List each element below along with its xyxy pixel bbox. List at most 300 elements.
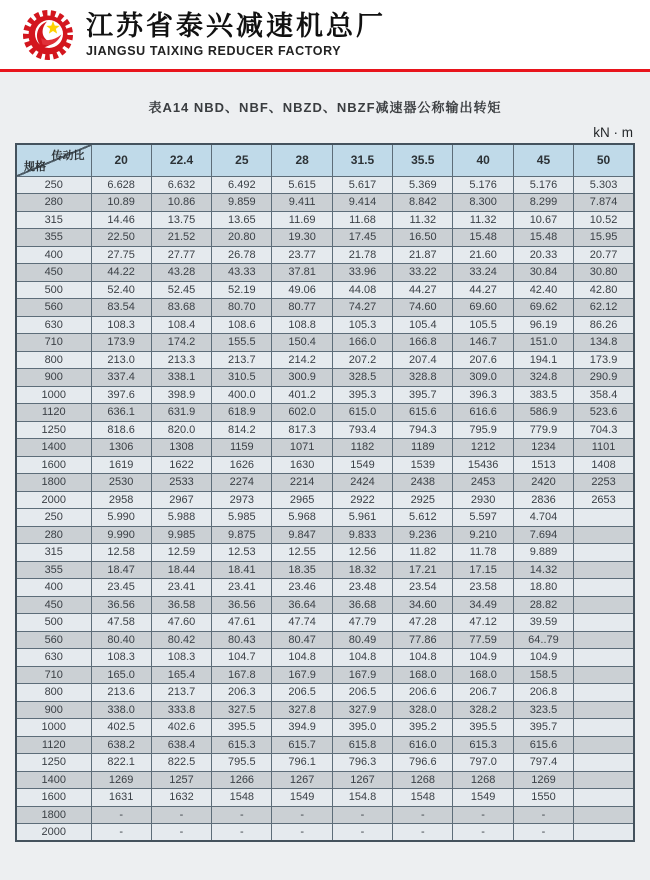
table-row <box>16 666 634 684</box>
torque-cell: 39.59 <box>513 614 573 632</box>
spec-cell: 400 <box>16 579 91 597</box>
table-row <box>16 299 634 317</box>
table-row <box>16 544 634 562</box>
torque-cell: 383.5 <box>513 386 573 404</box>
table-row <box>16 316 634 334</box>
torque-cell: - <box>513 806 573 824</box>
unit-label: kN · m <box>593 125 633 140</box>
torque-cell: 5.988 <box>151 509 211 527</box>
table-row <box>16 754 634 772</box>
torque-cell: 36.58 <box>151 596 211 614</box>
company-name-en: JIANGSU TAIXING REDUCER FACTORY <box>86 44 342 58</box>
torque-cell: 5.961 <box>332 509 392 527</box>
torque-cell: 47.79 <box>332 614 392 632</box>
torque-cell: 206.3 <box>212 684 272 702</box>
torque-cell: 206.5 <box>332 684 392 702</box>
torque-cell: 2274 <box>212 474 272 492</box>
torque-cell: 4.704 <box>513 509 573 527</box>
table-row <box>16 334 634 352</box>
torque-cell: 1189 <box>393 439 453 457</box>
torque-cell: 11.78 <box>453 544 513 562</box>
torque-cell: 1513 <box>513 456 573 474</box>
torque-cell: 1159 <box>212 439 272 457</box>
torque-cell: 165.0 <box>91 666 151 684</box>
torque-cell: 80.40 <box>91 631 151 649</box>
torque-cell: 80.47 <box>272 631 332 649</box>
torque-cell <box>574 561 634 579</box>
torque-table <box>15 143 635 842</box>
torque-cell: 615.3 <box>212 736 272 754</box>
table-row <box>16 439 634 457</box>
torque-cell: 615.3 <box>453 736 513 754</box>
torque-cell: 1269 <box>513 771 573 789</box>
torque-cell: 602.0 <box>272 404 332 422</box>
torque-cell: 638.4 <box>151 736 211 754</box>
torque-cell: - <box>91 806 151 824</box>
spec-cell: 1250 <box>16 421 91 439</box>
torque-cell: 12.53 <box>212 544 272 562</box>
torque-cell: 10.52 <box>574 211 634 229</box>
torque-cell <box>574 596 634 614</box>
torque-cell: 17.21 <box>393 561 453 579</box>
spec-cell: 1400 <box>16 439 91 457</box>
torque-cell: 2530 <box>91 474 151 492</box>
torque-cell: 134.8 <box>574 334 634 352</box>
torque-cell: 2930 <box>453 491 513 509</box>
torque-cell: 615.6 <box>513 736 573 754</box>
torque-cell: 43.33 <box>212 264 272 282</box>
torque-cell: 69.62 <box>513 299 573 317</box>
torque-cell: 793.4 <box>332 421 392 439</box>
torque-cell: 23.41 <box>151 579 211 597</box>
spec-cell: 1000 <box>16 719 91 737</box>
table-row <box>16 579 634 597</box>
table-row <box>16 719 634 737</box>
torque-cell: 167.9 <box>332 666 392 684</box>
torque-cell: 1619 <box>91 456 151 474</box>
corner-header-cell <box>16 144 91 176</box>
torque-cell: 165.4 <box>151 666 211 684</box>
torque-cell <box>574 806 634 824</box>
torque-cell: 104.8 <box>332 649 392 667</box>
spec-cell: 710 <box>16 666 91 684</box>
torque-cell <box>574 666 634 684</box>
torque-cell: 1234 <box>513 439 573 457</box>
torque-cell: 2973 <box>212 491 272 509</box>
torque-cell: 586.9 <box>513 404 573 422</box>
torque-cell: 15.48 <box>513 229 573 247</box>
table-row <box>16 824 634 842</box>
torque-cell: 80.42 <box>151 631 211 649</box>
torque-cell: 154.8 <box>332 789 392 807</box>
torque-cell: 206.6 <box>393 684 453 702</box>
torque-cell: 74.27 <box>332 299 392 317</box>
torque-cell: 12.59 <box>151 544 211 562</box>
brand-text-block <box>86 10 386 58</box>
torque-cell: 5.176 <box>453 176 513 194</box>
torque-cell: 9.236 <box>393 526 453 544</box>
torque-cell: 9.990 <box>91 526 151 544</box>
table-row <box>16 264 634 282</box>
torque-cell: 9.859 <box>212 194 272 212</box>
torque-cell: 83.54 <box>91 299 151 317</box>
torque-cell: 105.4 <box>393 316 453 334</box>
table-row <box>16 491 634 509</box>
table-row <box>16 701 634 719</box>
torque-cell: 1071 <box>272 439 332 457</box>
torque-cell: 21.60 <box>453 246 513 264</box>
torque-cell: 2958 <box>91 491 151 509</box>
table-row <box>16 789 634 807</box>
torque-cell: 397.6 <box>91 386 151 404</box>
catalog-page <box>0 72 650 880</box>
torque-cell: 402.5 <box>91 719 151 737</box>
torque-cell: 5.597 <box>453 509 513 527</box>
torque-cell: 207.2 <box>332 351 392 369</box>
spec-cell: 400 <box>16 246 91 264</box>
torque-cell: 27.75 <box>91 246 151 264</box>
torque-cell: - <box>393 824 453 842</box>
torque-cell: 14.32 <box>513 561 573 579</box>
torque-cell <box>574 649 634 667</box>
torque-cell: 300.9 <box>272 369 332 387</box>
spec-cell: 250 <box>16 176 91 194</box>
torque-cell: 23.41 <box>212 579 272 597</box>
ratio-header-cell: 31.5 <box>332 144 392 176</box>
torque-cell: 631.9 <box>151 404 211 422</box>
spec-cell: 1120 <box>16 736 91 754</box>
torque-cell: 47.61 <box>212 614 272 632</box>
torque-cell: 523.6 <box>574 404 634 422</box>
torque-cell: 26.78 <box>212 246 272 264</box>
ratio-header-cell: 45 <box>513 144 573 176</box>
torque-cell: 1550 <box>513 789 573 807</box>
spec-cell: 450 <box>16 264 91 282</box>
table-row <box>16 561 634 579</box>
torque-cell: 395.7 <box>513 719 573 737</box>
torque-cell: 616.0 <box>393 736 453 754</box>
table-row <box>16 456 634 474</box>
torque-cell: 21.52 <box>151 229 211 247</box>
torque-cell: 213.6 <box>91 684 151 702</box>
torque-cell: 19.30 <box>272 229 332 247</box>
spec-cell: 1800 <box>16 806 91 824</box>
torque-cell: 2925 <box>393 491 453 509</box>
torque-cell: 11.82 <box>393 544 453 562</box>
torque-cell: 328.0 <box>393 701 453 719</box>
table-row <box>16 806 634 824</box>
torque-cell: 52.19 <box>212 281 272 299</box>
torque-cell: 2420 <box>513 474 573 492</box>
torque-cell: 1626 <box>212 456 272 474</box>
table-row <box>16 526 634 544</box>
torque-cell: 9.414 <box>332 194 392 212</box>
torque-cell: 820.0 <box>151 421 211 439</box>
torque-cell: - <box>91 824 151 842</box>
torque-cell: 13.65 <box>212 211 272 229</box>
torque-cell: 37.81 <box>272 264 332 282</box>
torque-cell: 27.77 <box>151 246 211 264</box>
torque-cell: 18.41 <box>212 561 272 579</box>
torque-cell: 290.9 <box>574 369 634 387</box>
torque-cell: 17.15 <box>453 561 513 579</box>
torque-cell: 18.35 <box>272 561 332 579</box>
torque-cell: 14.46 <box>91 211 151 229</box>
torque-cell: 1101 <box>574 439 634 457</box>
spec-cell: 500 <box>16 281 91 299</box>
spec-cell: 1600 <box>16 456 91 474</box>
table-row <box>16 474 634 492</box>
torque-cell: 69.60 <box>453 299 513 317</box>
torque-cell: 12.55 <box>272 544 332 562</box>
spec-cell: 450 <box>16 596 91 614</box>
torque-cell: - <box>453 824 513 842</box>
torque-cell: 213.7 <box>212 351 272 369</box>
table-row <box>16 631 634 649</box>
table-row <box>16 736 634 754</box>
torque-cell: 158.5 <box>513 666 573 684</box>
spec-cell: 2000 <box>16 491 91 509</box>
torque-cell: 1549 <box>453 789 513 807</box>
torque-cell: 30.80 <box>574 264 634 282</box>
torque-cell: 1268 <box>453 771 513 789</box>
torque-cell: 21.87 <box>393 246 453 264</box>
torque-cell: 6.492 <box>212 176 272 194</box>
torque-cell: 1266 <box>212 771 272 789</box>
spec-cell: 2000 <box>16 824 91 842</box>
spec-cell: 560 <box>16 299 91 317</box>
table-row <box>16 684 634 702</box>
spec-cell: 1120 <box>16 404 91 422</box>
torque-cell: 80.70 <box>212 299 272 317</box>
torque-cell: 52.45 <box>151 281 211 299</box>
torque-cell <box>574 701 634 719</box>
torque-cell: 23.77 <box>272 246 332 264</box>
torque-cell: 5.617 <box>332 176 392 194</box>
torque-cell: 395.3 <box>332 386 392 404</box>
torque-cell: 86.26 <box>574 316 634 334</box>
torque-cell: 12.58 <box>91 544 151 562</box>
torque-cell <box>574 684 634 702</box>
company-name-cn: 江苏省泰兴减速机总厂 <box>86 11 386 41</box>
torque-cell: 206.7 <box>453 684 513 702</box>
torque-cell: 47.12 <box>453 614 513 632</box>
brand-header <box>0 0 650 69</box>
torque-cell: 105.3 <box>332 316 392 334</box>
torque-cell: 324.8 <box>513 369 573 387</box>
torque-cell: 23.46 <box>272 579 332 597</box>
torque-cell: 337.4 <box>91 369 151 387</box>
torque-cell: 43.28 <box>151 264 211 282</box>
corner-label-ratio: 传动比 <box>51 150 85 162</box>
torque-cell: - <box>393 806 453 824</box>
torque-cell: 34.49 <box>453 596 513 614</box>
torque-cell: 1539 <box>393 456 453 474</box>
spec-cell: 500 <box>16 614 91 632</box>
torque-cell: 1408 <box>574 456 634 474</box>
torque-cell: 206.8 <box>513 684 573 702</box>
torque-cell <box>574 719 634 737</box>
torque-cell: 36.64 <box>272 596 332 614</box>
torque-cell: 822.1 <box>91 754 151 772</box>
torque-cell: 214.2 <box>272 351 332 369</box>
torque-cell: 9.875 <box>212 526 272 544</box>
torque-cell: 5.985 <box>212 509 272 527</box>
torque-cell: 1212 <box>453 439 513 457</box>
torque-cell: 1267 <box>272 771 332 789</box>
torque-cell: 42.80 <box>574 281 634 299</box>
torque-cell: 2967 <box>151 491 211 509</box>
torque-cell: 74.60 <box>393 299 453 317</box>
torque-cell: 168.0 <box>393 666 453 684</box>
torque-cell: 13.75 <box>151 211 211 229</box>
torque-cell: 16.50 <box>393 229 453 247</box>
torque-cell: 327.9 <box>332 701 392 719</box>
torque-cell: 213.7 <box>151 684 211 702</box>
torque-cell: 5.612 <box>393 509 453 527</box>
torque-cell: 167.8 <box>212 666 272 684</box>
torque-cell: 166.0 <box>332 334 392 352</box>
torque-cell <box>574 526 634 544</box>
torque-cell: 104.8 <box>393 649 453 667</box>
ratio-header-cell: 40 <box>453 144 513 176</box>
table-row <box>16 596 634 614</box>
spec-cell: 355 <box>16 229 91 247</box>
torque-cell: 44.27 <box>453 281 513 299</box>
spec-cell: 280 <box>16 526 91 544</box>
torque-cell: 333.8 <box>151 701 211 719</box>
torque-cell <box>574 754 634 772</box>
torque-cell: 328.5 <box>332 369 392 387</box>
torque-cell: 8.842 <box>393 194 453 212</box>
torque-cell: 9.985 <box>151 526 211 544</box>
table-row <box>16 386 634 404</box>
torque-cell: - <box>272 824 332 842</box>
spec-cell: 280 <box>16 194 91 212</box>
table-row <box>16 369 634 387</box>
torque-cell: 34.60 <box>393 596 453 614</box>
torque-cell: 9.411 <box>272 194 332 212</box>
spec-cell: 710 <box>16 334 91 352</box>
torque-cell: 1308 <box>151 439 211 457</box>
torque-cell: 1182 <box>332 439 392 457</box>
ratio-header-cell: 25 <box>212 144 272 176</box>
torque-cell: - <box>453 806 513 824</box>
torque-cell: 818.6 <box>91 421 151 439</box>
spec-cell: 900 <box>16 369 91 387</box>
ratio-header-cell: 28 <box>272 144 332 176</box>
torque-cell: 213.3 <box>151 351 211 369</box>
torque-cell: - <box>332 806 392 824</box>
torque-cell <box>574 771 634 789</box>
torque-cell: - <box>151 824 211 842</box>
torque-cell: 794.3 <box>393 421 453 439</box>
torque-cell: 23.48 <box>332 579 392 597</box>
table-row <box>16 649 634 667</box>
torque-cell: 2214 <box>272 474 332 492</box>
torque-cell: 395.2 <box>393 719 453 737</box>
torque-cell: 108.3 <box>91 316 151 334</box>
torque-cell: 822.5 <box>151 754 211 772</box>
torque-cell: 328.2 <box>453 701 513 719</box>
ratio-header-cell: 22.4 <box>151 144 211 176</box>
torque-cell: 796.6 <box>393 754 453 772</box>
torque-cell: 310.5 <box>212 369 272 387</box>
torque-cell: 615.7 <box>272 736 332 754</box>
torque-cell: 616.6 <box>453 404 513 422</box>
torque-cell: 6.628 <box>91 176 151 194</box>
torque-cell: 151.0 <box>513 334 573 352</box>
torque-cell: 47.60 <box>151 614 211 632</box>
torque-cell: 108.8 <box>272 316 332 334</box>
torque-cell: 42.40 <box>513 281 573 299</box>
torque-cell: 1257 <box>151 771 211 789</box>
torque-cell: 797.0 <box>453 754 513 772</box>
torque-cell: 174.2 <box>151 334 211 352</box>
torque-cell: 395.0 <box>332 719 392 737</box>
torque-cell: 44.27 <box>393 281 453 299</box>
torque-cell: 2533 <box>151 474 211 492</box>
ratio-header-cell: 35.5 <box>393 144 453 176</box>
torque-cell: 33.96 <box>332 264 392 282</box>
torque-cell: 1548 <box>393 789 453 807</box>
torque-cell: 704.3 <box>574 421 634 439</box>
torque-cell: 398.9 <box>151 386 211 404</box>
torque-cell: 18.80 <box>513 579 573 597</box>
torque-cell: 395.5 <box>453 719 513 737</box>
torque-cell: 400.0 <box>212 386 272 404</box>
corner-label-spec: 规格 <box>24 160 46 173</box>
torque-cell: 795.5 <box>212 754 272 772</box>
torque-cell: 207.4 <box>393 351 453 369</box>
factory-logo-icon <box>20 7 76 63</box>
torque-cell: 817.3 <box>272 421 332 439</box>
spec-cell: 1400 <box>16 771 91 789</box>
table-row <box>16 509 634 527</box>
torque-cell: 168.0 <box>453 666 513 684</box>
torque-cell: 47.28 <box>393 614 453 632</box>
torque-cell: 44.08 <box>332 281 392 299</box>
torque-cell: 795.9 <box>453 421 513 439</box>
torque-cell: 395.5 <box>212 719 272 737</box>
torque-cell: 30.84 <box>513 264 573 282</box>
torque-cell <box>574 509 634 527</box>
torque-cell: 33.24 <box>453 264 513 282</box>
torque-cell: 12.56 <box>332 544 392 562</box>
table-row <box>16 771 634 789</box>
torque-cell: 194.1 <box>513 351 573 369</box>
torque-cell: 20.77 <box>574 246 634 264</box>
torque-cell: 1268 <box>393 771 453 789</box>
torque-cell: 5.968 <box>272 509 332 527</box>
torque-cell: 18.32 <box>332 561 392 579</box>
torque-cell: 77.86 <box>393 631 453 649</box>
torque-cell: 338.1 <box>151 369 211 387</box>
table-row <box>16 404 634 422</box>
torque-cell: 1622 <box>151 456 211 474</box>
ratio-header-cell: 50 <box>574 144 634 176</box>
spec-cell: 900 <box>16 701 91 719</box>
torque-cell: - <box>212 806 272 824</box>
torque-cell: 155.5 <box>212 334 272 352</box>
torque-cell: 47.58 <box>91 614 151 632</box>
table-row <box>16 246 634 264</box>
torque-cell: 47.74 <box>272 614 332 632</box>
torque-cell: 105.5 <box>453 316 513 334</box>
torque-cell: 401.2 <box>272 386 332 404</box>
torque-cell: 1549 <box>272 789 332 807</box>
torque-cell: 328.8 <box>393 369 453 387</box>
